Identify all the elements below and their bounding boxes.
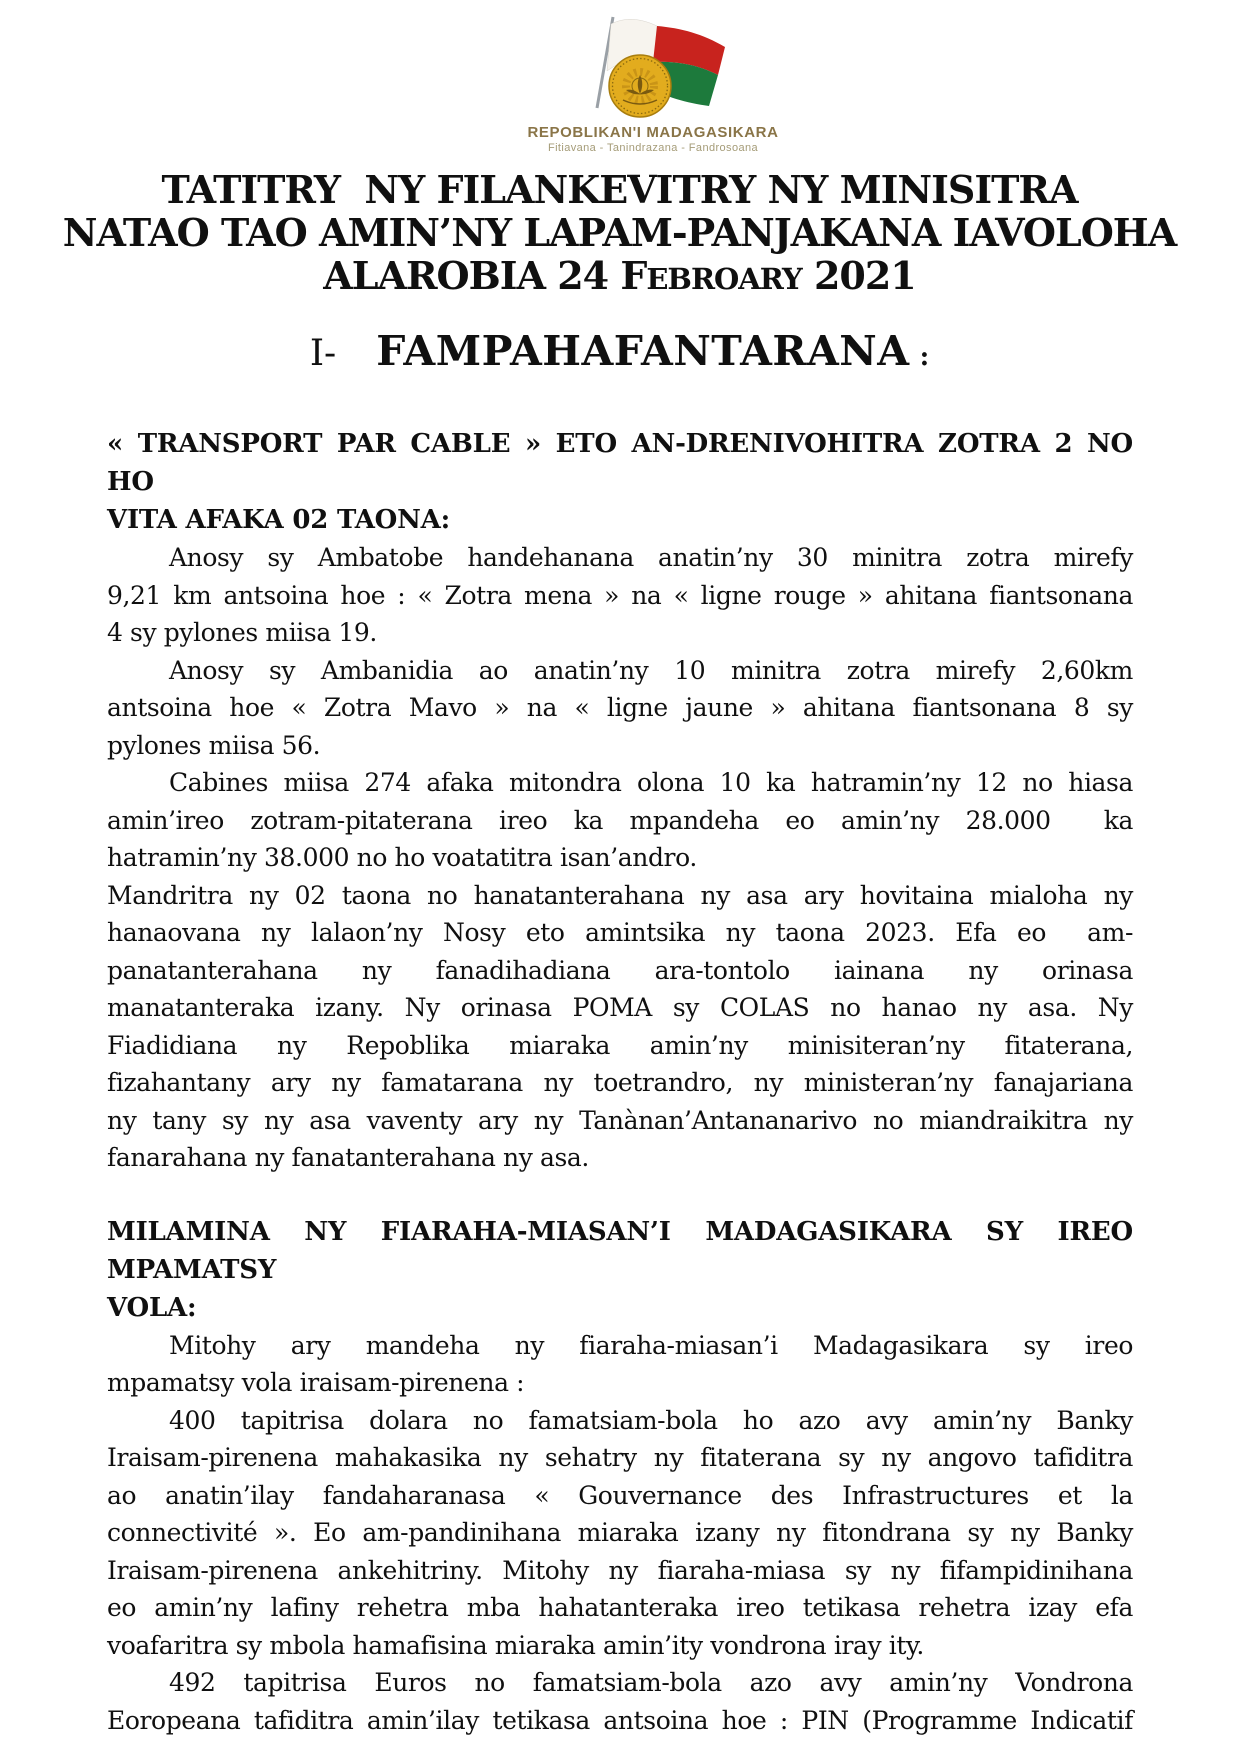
document-body <box>107 425 1133 1739</box>
text-line: VOLA: <box>107 1292 197 1323</box>
title-line-1: TATITRY NY FILANKEVITRY NY MINISITRA <box>161 167 1078 212</box>
text-line: Cabines miisa 274 afaka mitondra olona 10 ka hatramin’ny 12 no hiasa <box>169 768 1133 797</box>
title-date-prefix: ALAROBIA 24 F <box>323 253 647 298</box>
text-line: 400 tapitrisa dolara no famatsiam-bola ho azo avy amin’ny Banky <box>169 1405 1133 1435</box>
text-line: 492 tapitrisa Euros no famatsiam-bola azo avy amin’ny Vondrona <box>169 1668 1133 1697</box>
document-title <box>40 168 1199 301</box>
logo-country-name: REPOBLIKAN'I MADAGASIKARA <box>527 124 779 141</box>
paragraph <box>107 764 1133 877</box>
subsection-heading <box>107 425 1133 539</box>
text-line: Iraisam-pirenena mahakasika ny sehatry ny fitaterana sy ny angovo tafiditra <box>107 1443 1133 1472</box>
text-line: connectivité ». Eo am-pandinihana miaraka izany ny fitondrana sy ny Banky <box>107 1518 1133 1547</box>
text-line: Iraisam-pirenena ankehitriny. Mitohy ny fiaraha-miasa sy ny fifampidinihana <box>107 1555 1133 1585</box>
text-line: Fiadidiana ny Repoblika miaraka amin’ny minisiteran’ny fitaterana, <box>107 1030 1133 1060</box>
subsection-heading <box>107 1213 1133 1327</box>
paragraph <box>107 1664 1133 1739</box>
text-line: manatanteraka izany. Ny orinasa POMA sy COLAS no hanao ny asa. Ny <box>107 993 1133 1022</box>
letterhead <box>503 14 803 154</box>
text-line: Anosy sy Ambanidia ao anatin’ny 10 minitra zotra mirefy 2,60km <box>169 655 1133 685</box>
section-title: FAMPAHAFANTARANA <box>376 327 910 375</box>
paragraph <box>107 1402 1133 1665</box>
text-line: panatanterahana ny fanadihadiana ara-tontolo iainana ny orinasa <box>107 955 1133 985</box>
section-heading <box>0 327 1239 375</box>
section-colon: : <box>919 342 930 372</box>
national-emblem <box>513 14 793 122</box>
text-line: ao anatin’ilay fandaharanasa « Gouvernance des Infrastructures et la <box>107 1480 1133 1510</box>
text-line: fanarahana ny fanatanterahana ny asa. <box>107 1143 589 1172</box>
text-line: pylones miisa 56. <box>107 730 321 760</box>
text-line: Eoropeana tafiditra amin’ilay tetikasa antsoina hoe : PIN (Programme Indicatif <box>107 1705 1133 1735</box>
section-numeral: I- <box>309 333 337 374</box>
text-line: VITA AFAKA 02 TAONA: <box>107 505 451 535</box>
text-line: voafaritra sy mbola hamafisina miaraka amin’ity vondrona iray ity. <box>107 1630 924 1660</box>
title-month-smallcaps: EBROARY <box>646 262 802 296</box>
text-line: mpamatsy vola iraisam-pirenena : <box>107 1368 525 1397</box>
text-line: 4 sy pylones miisa 19. <box>107 618 377 647</box>
text-line: Anosy sy Ambatobe handehanana anatin’ny 30 minitra zotra mirefy <box>169 543 1133 572</box>
text-line: eo amin’ny lafiny rehetra mba hahatanteraka ireo tetikasa rehetra izay efa <box>107 1593 1133 1622</box>
paragraph <box>107 877 1133 1177</box>
title-line-3 <box>40 254 1199 301</box>
text-line: hanaovana ny lalaon’ny Nosy eto amintsika ny taona 2023. Efa eo am- <box>107 918 1133 947</box>
paragraph <box>107 1327 1133 1402</box>
logo-motto: Fitiavana - Tanindrazana - Fandrosoana <box>547 142 759 154</box>
text-line: Mitohy ary mandeha ny fiaraha-miasan’i Madagasikara sy ireo <box>169 1330 1133 1360</box>
paragraph <box>107 539 1133 652</box>
text-line: 9,21 km antsoina hoe : « Zotra mena » na « ligne rouge » ahitana fiantsonana <box>107 580 1133 610</box>
paragraph <box>107 652 1133 765</box>
text-line: fizahantany ary ny famatarana ny toetrandro, ny ministeran’ny fanajariana <box>107 1068 1133 1097</box>
text-line: antsoina hoe « Zotra Mavo » na « ligne jaune » ahitana fiantsonana 8 sy <box>107 693 1133 722</box>
text-line: MILAMINA NY FIARAHA-MIASAN’I MADAGASIKARA SY IREO MPAMATSY <box>107 1216 1133 1285</box>
title-date-suffix: 2021 <box>801 253 916 298</box>
text-line: hatramin’ny 38.000 no ho voatatitra isan’andro. <box>107 843 697 872</box>
text-line: « TRANSPORT PAR CABLE » ETO AN-DRENIVOHITRA ZOTRA 2 NO HO <box>107 429 1133 497</box>
title-line-2: NATAO TAO AMIN’NY LAPAM-PANJAKANA IAVOLOHA <box>62 210 1177 255</box>
text-line: ny tany sy ny asa vaventy ary ny Tanànan’Antananarivo no miandraikitra ny <box>107 1105 1133 1135</box>
text-line: amin’ireo zotram-pitaterana ireo ka mpandeha eo amin’ny 28.000 ka <box>107 805 1133 835</box>
text-line: Mandritra ny 02 taona no hanatanterahana ny asa ary hovitaina mialoha ny <box>107 880 1133 910</box>
